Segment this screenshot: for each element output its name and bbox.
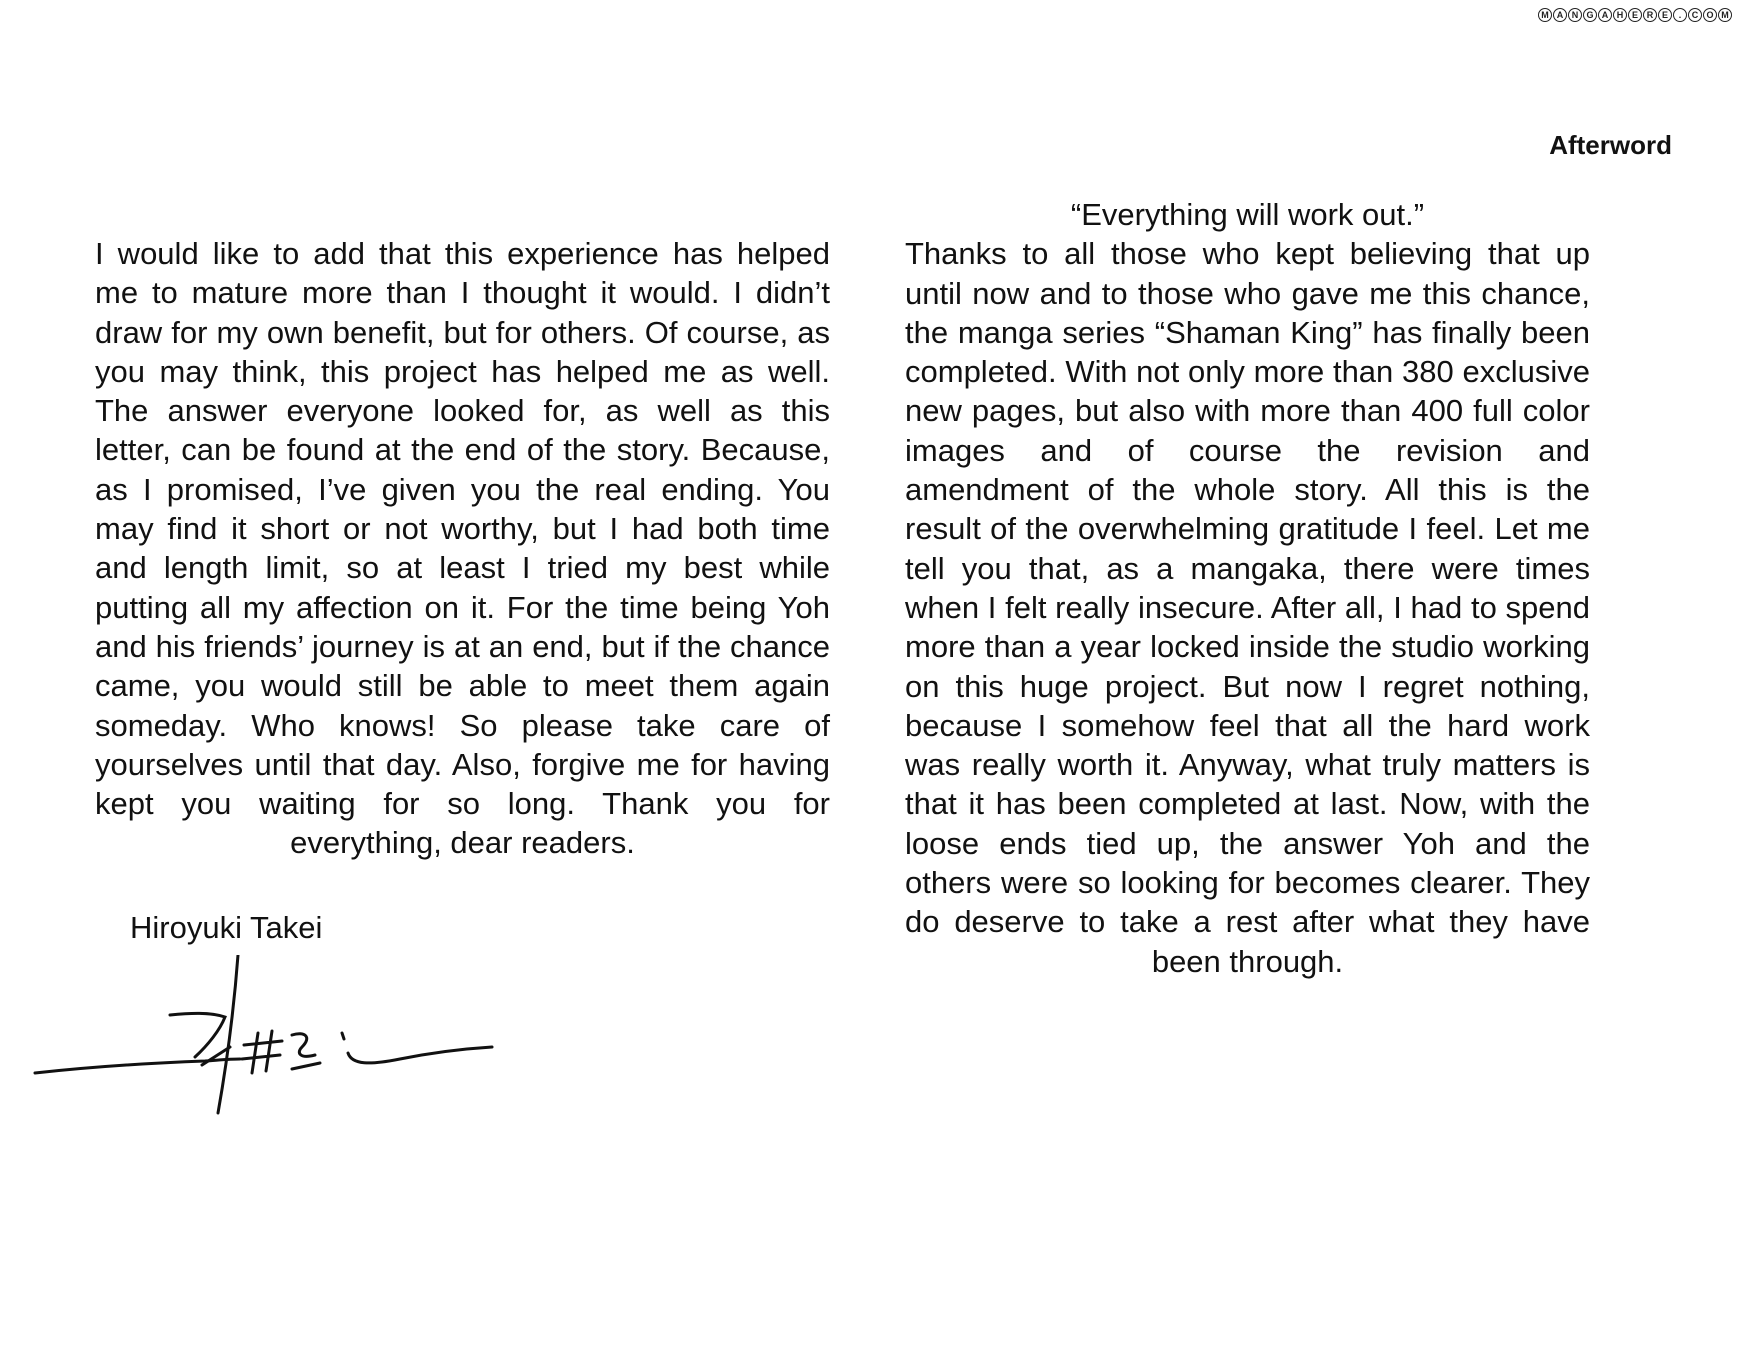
watermark-letter: G <box>1583 8 1597 22</box>
watermark-letter: C <box>1688 8 1702 22</box>
left-column-text: I would like to add that this experience has helped me to mature more than I thought it would. I didn’t draw for my own benefit, but for others. Of course, as you may think, this project has helped me as well. The answer everyone looked for, as well as this letter, can be found at the end of the story. Because, as I promised, I’ve given you the real ending. You may find it short or not worthy, but I had both time and length limit, so at least I tried my best while putting all my affection on it. For the time being Yoh and his friends’ journey is at an end, but if the chance came, you would still be able to meet them again someday. Who knows! So please take care of yourselves until that day. Also, forgive me for having kept you waiting for so long. Thank you for everything, dear readers. <box>95 236 830 861</box>
watermark-letter: N <box>1568 8 1582 22</box>
watermark-letter: M <box>1538 8 1552 22</box>
watermark-letter: O <box>1703 8 1717 22</box>
watermark-letter: E <box>1628 8 1642 22</box>
watermark-letter: A <box>1553 8 1567 22</box>
watermark-letter: H <box>1613 8 1627 22</box>
watermark-letter: M <box>1718 8 1732 22</box>
watermark-letter: . <box>1673 8 1687 22</box>
handwritten-signature <box>30 955 500 1115</box>
author-name: Hiroyuki Takei <box>130 910 323 945</box>
right-column-text: Thanks to all those who kept believing that up until now and to those who gave me this chance, the manga series “Shaman King” has finally been completed. With not only more than 380 exclusive new pages, but also with more than 400 full color images and of course the revision and amendment of the whole story. All this is the result of the overwhelming gratitude I feel. Let me tell you that, as a mangaka, there were times when I felt really insecure. After all, I had to spend more than a year locked inside the studio working on this huge project. But now I regret nothing, because I somehow feel that all the hard work was really worth it. Anyway, what truly matters is that it has been completed at last. Now, with the loose ends tied up, the answer Yoh and the others were so looking for becomes clearer. They do deserve to take a rest after what they have been through. <box>905 236 1590 979</box>
quote-heading: “Everything will work out.” <box>1070 197 1425 232</box>
watermark-logo <box>1538 8 1732 22</box>
page-heading: Afterword <box>1549 130 1672 160</box>
watermark-letter: R <box>1643 8 1657 22</box>
watermark-letter: E <box>1658 8 1672 22</box>
right-column <box>905 195 1590 981</box>
watermark-letter: A <box>1598 8 1612 22</box>
